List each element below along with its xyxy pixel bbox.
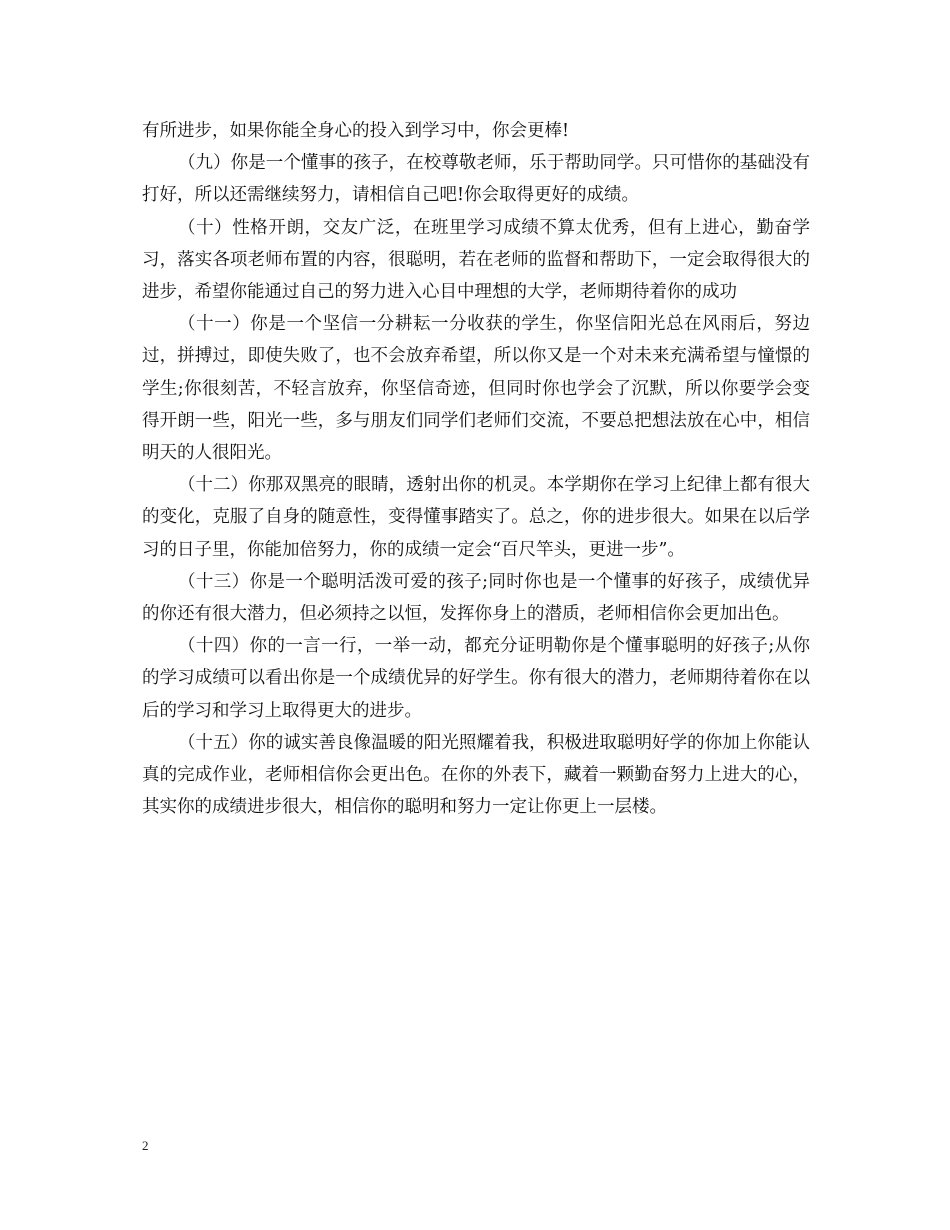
paragraph-comment-15: （十五）你的诚实善良像温暖的阳光照耀着我，积极进取聪明好学的你加上你能认真的完成作业，老师相信你会更出色。在你的外表下，藏着一颗勤奋努力上进大的心，其实你的成绩进步很大，相信你的聪明和努力一定让你更上一层楼。 — [142, 732, 810, 818]
paragraph-comment-12: （十二）你那双黑亮的眼睛，透射出你的机灵。本学期你在学习上纪律上都有很大的变化，克服了自身的随意性，变得懂事踏实了。总之，你的进步很大。如果在以后学习的日子里，你能加倍努力，你的成绩一定会“百尺竿头，更进一步”。 — [142, 475, 810, 560]
document-body — [142, 115, 810, 823]
page-number: 2 — [142, 1138, 149, 1153]
paragraph-comment-11: （十一）你是一个坚信一分耕耘一分收获的学生，你坚信阳光总在风雨后，努边过，拼搏过，即使失败了，也不会放弃希望，所以你又是一个对未来充满希望与憧憬的学生;你很刻苦，不轻言放弃，你坚信奇迹，但同时你也学会了沉默，所以你要学会变得开朗一些，阳光一些，多与朋友们同学们老师们交流，不要总把想法放在心中，相信明天的人很阳光。 — [142, 314, 810, 464]
paragraph-comment-9: （九）你是一个懂事的孩子，在校尊敬老师，乐于帮助同学。只可惜你的基础没有打好，所以还需继续努力，请相信自己吧!你会取得更好的成绩。 — [142, 153, 810, 206]
paragraph-comment-13: （十三）你是一个聪明活泼可爱的孩子;同时你也是一个懂事的好孩子，成绩优异的你还有很大潜力，但必须持之以恒，发挥你身上的潜质，老师相信你会更加出色。 — [142, 571, 810, 625]
paragraph-comment-10: （十）性格开朗，交友广泛，在班里学习成绩不算太优秀，但有上进心，勤奋学习，落实各项老师布置的内容，很聪明，若在老师的监督和帮助下，一定会取得很大的进步，希望你能通过自己的努力进入心目中理想的大学，老师期待着你的成功 — [142, 217, 810, 303]
paragraph-continuation: 有所进步，如果你能全身心的投入到学习中，你会更棒! — [142, 121, 570, 141]
paragraph-comment-14: （十四）你的一言一行，一举一动，都充分证明勒你是个懂事聪明的好孩子;从你的学习成绩可以看出你是一个成绩优异的好学生。你有很大的潜力，老师期待着你在以后的学习和学习上取得更大的进步。 — [142, 636, 810, 721]
